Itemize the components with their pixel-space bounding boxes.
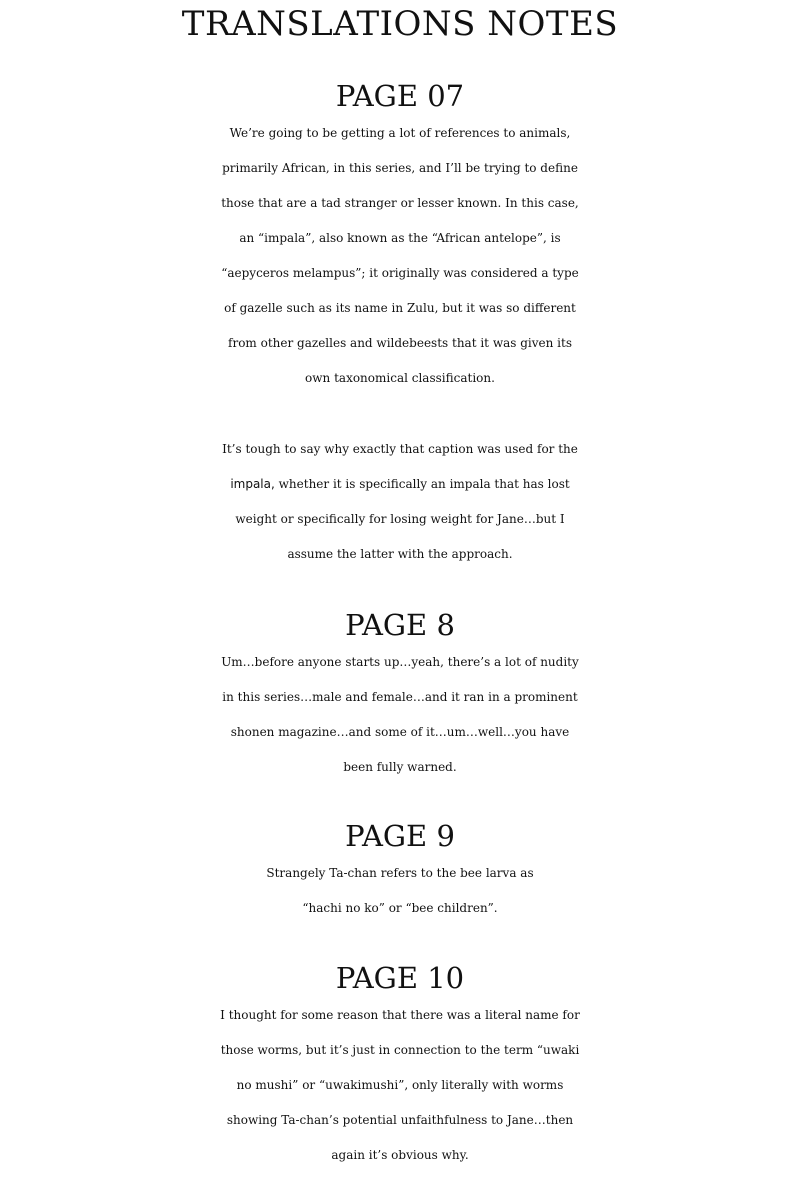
paragraph-line: in this series…male and female…and it ran in a prominent [222, 690, 578, 704]
section-heading-page-10: PAGE 10 [335, 961, 465, 995]
paragraph-line: of gazelle such as its name in Zulu, but it was so different [224, 301, 576, 315]
page-title: TRANSLATIONS NOTES [181, 4, 619, 44]
paragraph-line: “aepyceros melampus”; it originally was considered a type [221, 266, 579, 280]
section-heading-page-9: PAGE 9 [345, 819, 455, 853]
page-07-paragraph-1 [0, 116, 800, 396]
paragraph-line: showing Ta-chan’s potential unfaithfulness to Jane…then [226, 1113, 574, 1127]
paragraph-line-mixed [0, 467, 800, 502]
paragraph-line: shonen magazine…and some of it…um…well…you have [230, 725, 570, 739]
paragraph-line: from other gazelles and wildebeests that it was given its [228, 336, 572, 350]
paragraph-line: Strangely Ta-chan refers to the bee larva as [266, 866, 534, 880]
paragraph-line: It’s tough to say why exactly that caption was used for the [222, 442, 578, 456]
paragraph-line: those worms, but it’s just in connection to the term “uwaki [220, 1043, 580, 1057]
section-heading-page-8: PAGE 8 [345, 608, 455, 642]
paragraph-line: I thought for some reason that there was a literal name for [220, 1008, 580, 1022]
paragraph-line: primarily African, in this series, and I’ll be trying to define [222, 161, 578, 175]
paragraph-line: own taxonomical classification. [305, 371, 495, 385]
paragraph-line: Um…before anyone starts up…yeah, there’s a lot of nudity [221, 655, 579, 669]
paragraph-line: those that are a tad stranger or lesser known. In this case, [221, 196, 579, 210]
page-10-paragraph [0, 998, 800, 1173]
page-8-paragraph [0, 645, 800, 785]
paragraph-line-rest: whether it is specifically an impala that has lost [278, 477, 570, 491]
paragraph-line: assume the latter with the approach. [287, 547, 513, 561]
paragraph-line: “hachi no ko” or “bee children”. [302, 901, 498, 915]
paragraph-line: been fully warned. [343, 760, 457, 774]
paragraph-line: We’re going to be getting a lot of references to animals, [229, 126, 571, 140]
paragraph-line: no mushi” or “uwakimushi”, only literally with worms [236, 1078, 564, 1092]
paragraph-line: again it’s obvious why. [331, 1148, 469, 1162]
paragraph-line: weight or specifically for losing weight for Jane…but I [235, 512, 565, 526]
section-heading-page-07: PAGE 07 [335, 79, 465, 113]
impala-word: impala, [230, 477, 275, 491]
page-07-paragraph-2 [0, 432, 800, 572]
paragraph-line: an “impala”, also known as the “African antelope”, is [239, 231, 561, 245]
page-9-paragraph [0, 856, 800, 926]
